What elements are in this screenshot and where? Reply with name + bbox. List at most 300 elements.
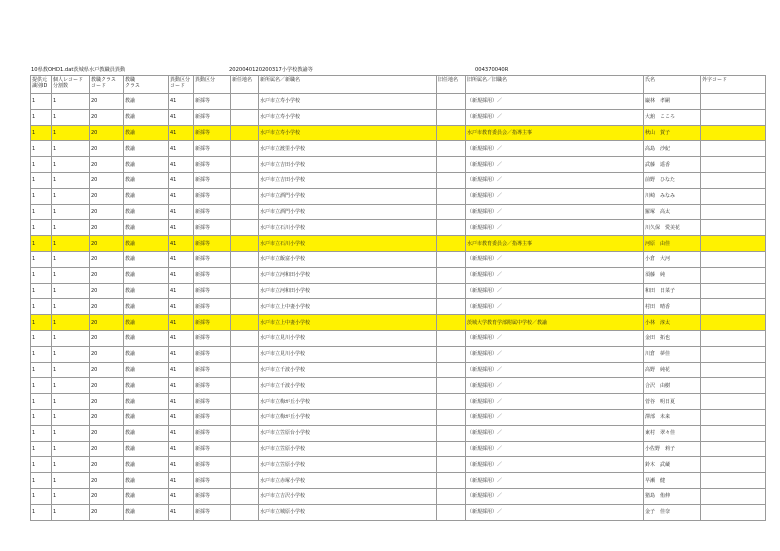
table-row [31, 109, 766, 125]
table-cell: 1 [52, 425, 90, 441]
table-cell: （新規採用）／ [466, 299, 644, 315]
table-cell: 新採等 [194, 488, 231, 504]
table-cell: 1 [31, 362, 52, 378]
table-row [31, 315, 766, 331]
table-cell [437, 315, 466, 331]
table-cell: 教諭 [124, 394, 169, 410]
table-cell [437, 394, 466, 410]
table-cell: 教諭 [124, 236, 169, 252]
table-cell: 新採等 [194, 188, 231, 204]
table-cell: 教諭 [124, 283, 169, 299]
table-cell [701, 330, 766, 346]
table-cell: 高野 純花 [644, 362, 701, 378]
table-cell [437, 299, 466, 315]
table-cell [231, 504, 259, 520]
table-cell: 1 [31, 488, 52, 504]
table-cell: 41 [169, 220, 194, 236]
table-cell: 教諭 [124, 109, 169, 125]
table-cell [701, 473, 766, 489]
column-header: 旧所属名／旧職名 [466, 76, 644, 94]
table-cell [437, 362, 466, 378]
table-cell: 水戸市立吉田小学校 [259, 157, 437, 173]
table-cell: 金田 拓也 [644, 330, 701, 346]
document-title: 2020040120200317小学校教諭等 [229, 67, 313, 73]
table-cell [231, 157, 259, 173]
table-cell: 20 [90, 188, 124, 204]
table-cell [701, 125, 766, 141]
table-cell [231, 378, 259, 394]
table-cell [701, 204, 766, 220]
table-cell: 41 [169, 267, 194, 283]
table-cell: 1 [52, 188, 90, 204]
table-cell: 教諭 [124, 94, 169, 110]
table-row [31, 473, 766, 489]
table-cell: 前野 ひなた [644, 172, 701, 188]
table-cell [437, 267, 466, 283]
table-cell: 教諭 [124, 488, 169, 504]
table-cell: （新規採用）／ [466, 504, 644, 520]
table-cell: 新採等 [194, 204, 231, 220]
table-cell: 20 [90, 172, 124, 188]
table-cell: 1 [31, 188, 52, 204]
table-cell: 1 [52, 299, 90, 315]
table-cell: 澤部 未来 [644, 409, 701, 425]
table-row [31, 346, 766, 362]
table-cell: （新規採用）／ [466, 267, 644, 283]
table-cell [231, 188, 259, 204]
column-header: 外字コード [701, 76, 766, 94]
table-cell: 20 [90, 488, 124, 504]
table-cell: 早瀬 健 [644, 473, 701, 489]
table-cell: 41 [169, 236, 194, 252]
table-cell: 41 [169, 362, 194, 378]
table-cell: 川倉 夢佳 [644, 346, 701, 362]
table-cell [231, 394, 259, 410]
table-cell: 教諭 [124, 425, 169, 441]
table-cell [701, 394, 766, 410]
table-cell: （新規採用）／ [466, 220, 644, 236]
table-cell: 1 [31, 441, 52, 457]
table-cell: 武藤 遥香 [644, 157, 701, 173]
table-cell: 1 [31, 204, 52, 220]
table-cell: 20 [90, 315, 124, 331]
table-cell: 41 [169, 441, 194, 457]
table-cell: 河原 由佳 [644, 236, 701, 252]
table-cell [437, 125, 466, 141]
table-cell [231, 172, 259, 188]
table-cell: 1 [31, 157, 52, 173]
table-cell: 41 [169, 125, 194, 141]
table-row [31, 362, 766, 378]
table-cell: 新採等 [194, 251, 231, 267]
table-cell [701, 157, 766, 173]
table-cell [437, 457, 466, 473]
table-cell: 水戸市立笠原小学校 [259, 457, 437, 473]
file-title: 10県教OHD1.dat茨城県水戸教職員異動 [31, 67, 126, 73]
table-cell: （新規採用）／ [466, 409, 644, 425]
table-cell: 羅塚 高太 [644, 204, 701, 220]
table-cell: 新採等 [194, 425, 231, 441]
table-cell: 水戸市立飯富小学校 [259, 251, 437, 267]
table-row [31, 172, 766, 188]
table-row [31, 330, 766, 346]
table-cell: 水戸市立石川小学校 [259, 220, 437, 236]
table-cell: 教諭 [124, 473, 169, 489]
table-cell: 1 [52, 362, 90, 378]
table-cell: 新採等 [194, 315, 231, 331]
table-cell: 41 [169, 457, 194, 473]
table-cell [231, 204, 259, 220]
table-cell [231, 425, 259, 441]
table-cell: 教諭 [124, 441, 169, 457]
table-cell [701, 188, 766, 204]
table-cell: 1 [31, 141, 52, 157]
table-cell: 村田 晴香 [644, 299, 701, 315]
table-cell: 1 [52, 141, 90, 157]
table-cell [437, 141, 466, 157]
table-cell: 41 [169, 473, 194, 489]
table-cell [231, 441, 259, 457]
table-cell: 41 [169, 425, 194, 441]
table-cell: 新採等 [194, 362, 231, 378]
table-cell: 水戸市立寿小学校 [259, 125, 437, 141]
table-cell: 41 [169, 188, 194, 204]
table-cell: 茨城大学教育学部附属中学校／教諭 [466, 315, 644, 331]
table-cell: （新規採用）／ [466, 488, 644, 504]
table-cell: 41 [169, 157, 194, 173]
table-row [31, 188, 766, 204]
column-header: 新任地名 [231, 76, 259, 94]
column-header: 氏名 [644, 76, 701, 94]
table-cell: 教諭 [124, 457, 169, 473]
table-cell: 1 [31, 315, 52, 331]
table-cell: 新採等 [194, 283, 231, 299]
table-cell: 20 [90, 441, 124, 457]
table-cell [231, 346, 259, 362]
table-cell: 新採等 [194, 267, 231, 283]
table-cell: 20 [90, 409, 124, 425]
table-cell: 水戸市立赤塚小学校 [259, 473, 437, 489]
table-cell: （新規採用）／ [466, 109, 644, 125]
table-cell: 1 [31, 457, 52, 473]
table-cell: 41 [169, 299, 194, 315]
table-row [31, 299, 766, 315]
table-cell: 教諭 [124, 267, 169, 283]
table-cell: 1 [52, 204, 90, 220]
table-cell: 1 [52, 457, 90, 473]
header-row [31, 76, 766, 94]
table-cell [701, 425, 766, 441]
table-row [31, 425, 766, 441]
table-cell: 20 [90, 346, 124, 362]
column-header: 旧任地名 [437, 76, 466, 94]
table-cell [231, 220, 259, 236]
column-header: 教職 クラス [124, 76, 169, 94]
table-cell [701, 94, 766, 110]
table-cell: 新採等 [194, 172, 231, 188]
table-cell: 新採等 [194, 109, 231, 125]
table-cell: 教諭 [124, 346, 169, 362]
table-cell: 教諭 [124, 157, 169, 173]
table-cell: 教諭 [124, 141, 169, 157]
table-row [31, 94, 766, 110]
table-cell [701, 362, 766, 378]
table-cell: 1 [31, 251, 52, 267]
table-cell: 水戸市立笠原小学校 [259, 441, 437, 457]
table-cell [231, 315, 259, 331]
table-cell: （新規採用）／ [466, 204, 644, 220]
table-cell: 41 [169, 315, 194, 331]
table-cell: 20 [90, 157, 124, 173]
table-cell [701, 251, 766, 267]
table-cell: 小佐野 莉子 [644, 441, 701, 457]
table-cell: 新採等 [194, 346, 231, 362]
table-cell: 水戸市立寿小学校 [259, 109, 437, 125]
table-cell: 水戸市立酒門小学校 [259, 188, 437, 204]
table-cell: 1 [31, 330, 52, 346]
table-cell: 41 [169, 251, 194, 267]
table-cell: （新規採用）／ [466, 330, 644, 346]
table-cell [701, 220, 766, 236]
table-cell: 水戸市立酒門小学校 [259, 204, 437, 220]
table-cell [437, 204, 466, 220]
table-cell: 新採等 [194, 409, 231, 425]
column-header: 新所属名／新職名 [259, 76, 437, 94]
table-cell [701, 441, 766, 457]
table-cell: 水戸市立河和田小学校 [259, 283, 437, 299]
table-cell: 1 [52, 315, 90, 331]
table-cell: 合沢 由樹 [644, 378, 701, 394]
table-cell: 20 [90, 394, 124, 410]
table-cell: 巌林 孝嗣 [644, 94, 701, 110]
table-cell: 1 [52, 441, 90, 457]
table-cell: 新採等 [194, 457, 231, 473]
document-code: 004370040R [475, 67, 509, 73]
table-row [31, 220, 766, 236]
table-cell [437, 283, 466, 299]
table-cell: 1 [31, 378, 52, 394]
table-cell [437, 504, 466, 520]
table-cell: 水戸市立上中妻小学校 [259, 299, 437, 315]
table-cell [231, 330, 259, 346]
table-cell: （新規採用）／ [466, 441, 644, 457]
table-cell: 20 [90, 425, 124, 441]
table-cell: 1 [31, 409, 52, 425]
table-row [31, 378, 766, 394]
table-cell: 20 [90, 267, 124, 283]
table-cell [437, 441, 466, 457]
table-cell: 教諭 [124, 504, 169, 520]
table-row [31, 409, 766, 425]
table-row [31, 251, 766, 267]
table-cell: 水戸市教育委員会／指導主事 [466, 236, 644, 252]
table-row [31, 504, 766, 520]
table-cell: 1 [31, 346, 52, 362]
table-cell: （新規採用）／ [466, 283, 644, 299]
table-cell: （新規採用）／ [466, 362, 644, 378]
table-cell: 教諭 [124, 220, 169, 236]
table-cell: 水戸市立笠原台小学校 [259, 425, 437, 441]
table-cell: 1 [52, 504, 90, 520]
table-row [31, 236, 766, 252]
table-cell: 新採等 [194, 157, 231, 173]
table-cell [437, 378, 466, 394]
table-cell: 1 [31, 125, 52, 141]
table-cell: 教諭 [124, 204, 169, 220]
table-cell: 1 [31, 425, 52, 441]
table-cell: 1 [52, 236, 90, 252]
table-cell: 教諭 [124, 172, 169, 188]
table-cell: 1 [52, 409, 90, 425]
table-row [31, 283, 766, 299]
table-cell [231, 267, 259, 283]
table-cell: 1 [52, 330, 90, 346]
table-cell: （新規採用）／ [466, 346, 644, 362]
table-row [31, 394, 766, 410]
table-cell [701, 488, 766, 504]
table-cell [701, 141, 766, 157]
table-cell: 41 [169, 394, 194, 410]
table-cell: 教諭 [124, 299, 169, 315]
table-cell [231, 283, 259, 299]
table-cell: 1 [31, 299, 52, 315]
table-cell: 41 [169, 504, 194, 520]
table-cell [701, 236, 766, 252]
table-cell: 新採等 [194, 330, 231, 346]
table-cell: 1 [31, 283, 52, 299]
table-cell: 教諭 [124, 378, 169, 394]
table-cell: 1 [52, 488, 90, 504]
table-cell [231, 488, 259, 504]
table-row [31, 267, 766, 283]
personnel-table [30, 75, 766, 521]
table-cell: 新採等 [194, 504, 231, 520]
table-cell: 1 [31, 172, 52, 188]
table-cell [437, 330, 466, 346]
table-row [31, 488, 766, 504]
table-cell: 秋山 賀子 [644, 125, 701, 141]
table-cell [231, 251, 259, 267]
table-cell [437, 425, 466, 441]
table-cell: 教諭 [124, 409, 169, 425]
table-cell: 1 [31, 473, 52, 489]
table-cell: 41 [169, 488, 194, 504]
table-cell [231, 457, 259, 473]
table-cell: 1 [31, 267, 52, 283]
table-cell: 東村 翠々佳 [644, 425, 701, 441]
table-cell [701, 267, 766, 283]
table-cell: 水戸市立見川小学校 [259, 330, 437, 346]
table-cell: 1 [31, 109, 52, 125]
table-cell: 水戸市立千波小学校 [259, 378, 437, 394]
table-cell: 1 [31, 236, 52, 252]
table-cell: 水戸市立梅が丘小学校 [259, 394, 437, 410]
table-cell: 41 [169, 94, 194, 110]
table-cell: 水戸市教育委員会／指導主事 [466, 125, 644, 141]
table-cell: 1 [52, 473, 90, 489]
table-cell: （新規採用）／ [466, 94, 644, 110]
table-cell: 1 [31, 94, 52, 110]
table-cell [231, 125, 259, 141]
table-cell [437, 220, 466, 236]
table-cell: 20 [90, 109, 124, 125]
table-cell: 1 [52, 267, 90, 283]
table-cell: 20 [90, 299, 124, 315]
table-cell: 1 [52, 94, 90, 110]
table-cell: 1 [52, 346, 90, 362]
table-cell: 川崎 みなみ [644, 188, 701, 204]
table-cell: 20 [90, 473, 124, 489]
table-cell: 水戸市立河和田小学校 [259, 267, 437, 283]
table-cell: 1 [52, 378, 90, 394]
table-cell: 20 [90, 457, 124, 473]
table-cell: 新採等 [194, 394, 231, 410]
table-cell: 1 [52, 172, 90, 188]
table-cell: 新採等 [194, 220, 231, 236]
table-cell: 1 [52, 283, 90, 299]
table-cell: 1 [52, 125, 90, 141]
table-cell: 小林 淳太 [644, 315, 701, 331]
table-cell: 20 [90, 141, 124, 157]
table-cell: 20 [90, 251, 124, 267]
table-cell [231, 409, 259, 425]
table-cell: 20 [90, 362, 124, 378]
table-cell: 20 [90, 94, 124, 110]
table-cell: 20 [90, 283, 124, 299]
table-row [31, 125, 766, 141]
table-cell [701, 409, 766, 425]
table-cell: 川久保 愛美花 [644, 220, 701, 236]
table-cell [437, 251, 466, 267]
table-cell [437, 409, 466, 425]
table-cell: （新規採用）／ [466, 394, 644, 410]
table-cell: 1 [52, 109, 90, 125]
table-cell: （新規採用）／ [466, 251, 644, 267]
table-cell: 教諭 [124, 251, 169, 267]
table-cell: 須藤 純 [644, 267, 701, 283]
table-cell: 20 [90, 378, 124, 394]
table-cell: （新規採用）／ [466, 457, 644, 473]
table-cell [231, 362, 259, 378]
table-cell: （新規採用）／ [466, 473, 644, 489]
table-cell [701, 283, 766, 299]
table-cell: 教諭 [124, 188, 169, 204]
table-cell [437, 236, 466, 252]
table-cell: 水戸市立石川小学校 [259, 236, 437, 252]
table-row [31, 157, 766, 173]
table-cell: 41 [169, 204, 194, 220]
table-cell [701, 346, 766, 362]
table-cell: 新採等 [194, 236, 231, 252]
table-cell: 水戸市立寿小学校 [259, 94, 437, 110]
table-cell: （新規採用）／ [466, 157, 644, 173]
table-cell: 水戸市立見川小学校 [259, 346, 437, 362]
table-cell: 1 [52, 394, 90, 410]
table-cell [437, 94, 466, 110]
table-cell: 新採等 [194, 299, 231, 315]
table-cell: 金子 佳奈 [644, 504, 701, 520]
table-cell: 大舘 こころ [644, 109, 701, 125]
table-cell: 20 [90, 504, 124, 520]
table-cell: 20 [90, 236, 124, 252]
table-cell: （新規採用）／ [466, 172, 644, 188]
table-cell: 水戸市立千波小学校 [259, 362, 437, 378]
table-row [31, 441, 766, 457]
table-cell: 水戸市立梅が丘小学校 [259, 409, 437, 425]
column-header: 異動区分 [194, 76, 231, 94]
table-cell: 水戸市立城原小学校 [259, 504, 437, 520]
table-cell: 20 [90, 125, 124, 141]
